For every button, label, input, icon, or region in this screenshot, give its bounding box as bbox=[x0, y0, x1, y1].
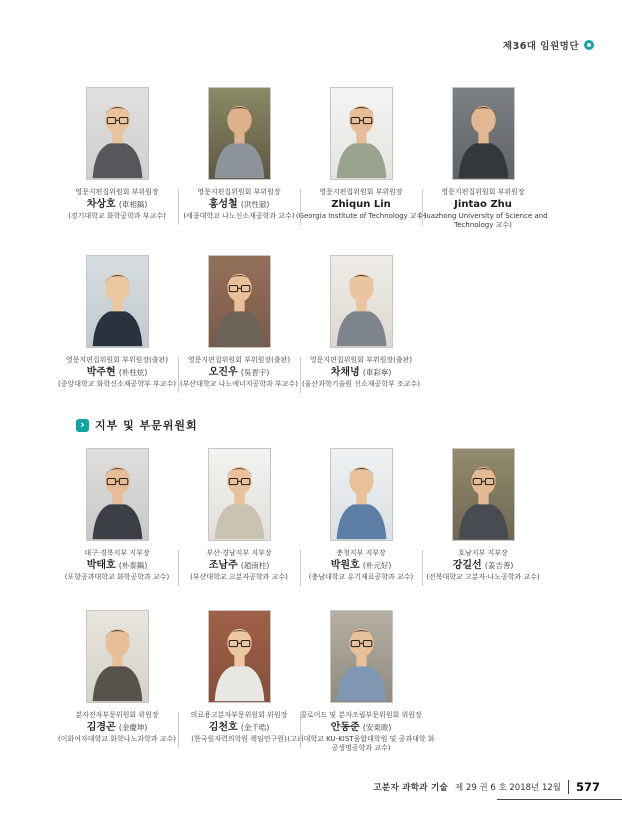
member-affiliation: (충남대학교 유기재료공학과 교수) bbox=[308, 573, 414, 581]
header-label: 제36대 임원명단 bbox=[502, 41, 579, 52]
member-role: 영문지편집위원회 부위원장 bbox=[319, 188, 403, 196]
member-photo bbox=[208, 87, 271, 180]
member-card bbox=[178, 610, 300, 753]
target-ring-icon bbox=[584, 40, 594, 50]
member-card bbox=[56, 610, 178, 753]
member-affiliation: (부산대학교 고분자공학과 교수) bbox=[190, 573, 288, 581]
member-name: 안동준 (安東晙) bbox=[330, 722, 392, 733]
branch-row-1 bbox=[56, 448, 544, 582]
member-card bbox=[300, 255, 422, 389]
member-role: 영문지편집위원회 부위원장 bbox=[75, 188, 159, 196]
branch-row-2 bbox=[56, 610, 435, 753]
member-photo bbox=[86, 255, 149, 348]
member-card bbox=[287, 610, 435, 753]
member-name: Zhiqun Lin bbox=[331, 199, 391, 210]
member-role: 영문지편집위원회 부위원장(출판) bbox=[187, 356, 291, 364]
page-number: 577 bbox=[575, 780, 600, 794]
member-card bbox=[418, 87, 548, 230]
member-affiliation: (중앙대학교 화학신소재공학부 부교수) bbox=[57, 380, 177, 388]
page-footer bbox=[373, 780, 600, 794]
member-photo bbox=[86, 448, 149, 541]
person-silhouette-icon bbox=[87, 611, 148, 702]
member-card bbox=[56, 87, 178, 230]
person-silhouette-icon bbox=[87, 449, 148, 540]
footer-rule bbox=[497, 799, 622, 800]
person-silhouette-icon bbox=[209, 256, 270, 347]
member-affiliation: (세종대학교 나노신소재공학과 교수) bbox=[183, 212, 295, 220]
person-silhouette-icon bbox=[209, 611, 270, 702]
member-role: 대구·경북지부 지부장 bbox=[84, 549, 150, 557]
member-role: 영문지편집위원회 부위원장 bbox=[441, 188, 525, 196]
person-silhouette-icon bbox=[331, 449, 392, 540]
journal-title: 고분자 과학과 기술 bbox=[373, 783, 449, 793]
member-card bbox=[178, 448, 300, 582]
member-photo bbox=[208, 610, 271, 703]
member-affiliation: (고려대학교 KU-KIST융합대학원 및 공과대학 화공생명공학과 교수) bbox=[287, 735, 435, 752]
member-name: 박원호 (朴元好) bbox=[330, 560, 392, 571]
person-silhouette-icon bbox=[87, 256, 148, 347]
person-silhouette-icon bbox=[209, 449, 270, 540]
member-affiliation: (Georgia Institute of Technology 교수) bbox=[295, 212, 427, 220]
person-silhouette-icon bbox=[209, 88, 270, 179]
member-photo bbox=[86, 87, 149, 180]
member-caption bbox=[285, 355, 437, 389]
officers-row-2 bbox=[56, 255, 422, 389]
issue-info: 제 29 권 6 호 2018년 12월 bbox=[455, 783, 561, 793]
member-card bbox=[178, 255, 300, 389]
member-name: 차상호 (車相鎬) bbox=[86, 199, 148, 210]
member-caption bbox=[407, 548, 559, 582]
member-affiliation: (경기대학교 화학공학과 부교수) bbox=[68, 212, 166, 220]
member-card bbox=[178, 87, 300, 230]
member-photo bbox=[330, 255, 393, 348]
member-photo bbox=[330, 87, 393, 180]
member-affiliation: (울산과학기술원 신소재공학부 조교수) bbox=[301, 380, 421, 388]
member-name: 박태호 (朴泰鎬) bbox=[86, 560, 148, 571]
member-role: 영문지편집위원회 부위원장(출판) bbox=[309, 356, 413, 364]
member-caption bbox=[407, 187, 559, 230]
member-photo bbox=[86, 610, 149, 703]
member-role: 분자전자부문위원회 위원장 bbox=[75, 711, 159, 719]
member-photo bbox=[208, 448, 271, 541]
member-name: 강길선 (姜吉善) bbox=[452, 560, 514, 571]
member-name: 조남주 (趙南柱) bbox=[208, 560, 270, 571]
member-affiliation: (포항공과대학교 화학공학과 교수) bbox=[64, 573, 170, 581]
member-role: 의료용고분자부문위원회 위원장 bbox=[190, 711, 288, 719]
member-photo bbox=[452, 448, 515, 541]
member-name: 김천호 (金千晧) bbox=[208, 722, 270, 733]
member-photo bbox=[452, 87, 515, 180]
member-card bbox=[56, 255, 178, 389]
member-affiliation: (전북대학교 고분자·나노공학과 교수) bbox=[426, 573, 540, 581]
member-name: 김경곤 (金慶坤) bbox=[86, 722, 148, 733]
member-role: 충청지부 지부장 bbox=[336, 549, 386, 557]
member-affiliation: (한국원자력의학원 책임연구원) bbox=[191, 735, 287, 743]
member-name: 오진우 (吳晋宇) bbox=[208, 367, 270, 378]
page-header bbox=[503, 38, 594, 52]
member-name: 박주현 (朴柱炫) bbox=[86, 367, 148, 378]
chevron-right-icon: › bbox=[76, 419, 89, 432]
member-card bbox=[56, 448, 178, 582]
person-silhouette-icon bbox=[331, 256, 392, 347]
person-silhouette-icon bbox=[331, 611, 392, 702]
section-header-branches bbox=[76, 417, 198, 433]
section-title-label: 지부 및 부문위원회 bbox=[95, 419, 198, 432]
person-silhouette-icon bbox=[453, 449, 514, 540]
member-photo bbox=[208, 255, 271, 348]
member-role: 영문지편집위원회 부위원장 bbox=[197, 188, 281, 196]
member-caption bbox=[285, 710, 437, 753]
member-role: 부산·경남지부 지부장 bbox=[206, 549, 272, 557]
member-affiliation: (Huazhong University of Science and Technology 교수) bbox=[418, 212, 548, 229]
member-card bbox=[300, 448, 422, 582]
member-affiliation: (이화여자대학교 화학나노과학과 교수) bbox=[57, 735, 177, 743]
person-silhouette-icon bbox=[87, 88, 148, 179]
member-affiliation: (부산대학교 나노에너지공학과 부교수) bbox=[179, 380, 299, 388]
member-card bbox=[422, 448, 544, 582]
member-role: 호남지부 지부장 bbox=[458, 549, 508, 557]
footer-divider bbox=[568, 780, 569, 794]
member-name: 차채녕 (車彩寧) bbox=[330, 367, 392, 378]
member-photo bbox=[330, 610, 393, 703]
member-card bbox=[295, 87, 427, 230]
member-name: Jintao Zhu bbox=[454, 199, 512, 210]
officers-row-1 bbox=[56, 87, 548, 230]
member-name: 홍성철 (洪性澈) bbox=[208, 199, 270, 210]
member-photo bbox=[330, 448, 393, 541]
member-role: 영문지편집위원회 부위원장(출판) bbox=[65, 356, 169, 364]
person-silhouette-icon bbox=[331, 88, 392, 179]
person-silhouette-icon bbox=[453, 88, 514, 179]
member-role: 콜로이드 및 분자조립부문위원회 위원장 bbox=[300, 711, 422, 719]
